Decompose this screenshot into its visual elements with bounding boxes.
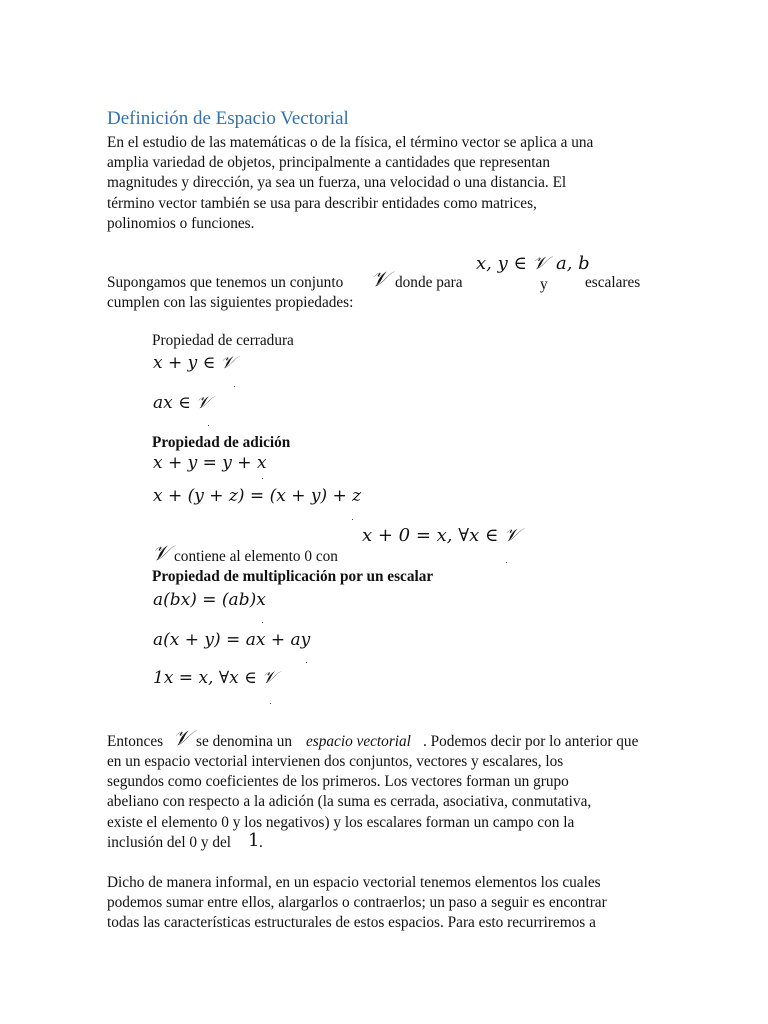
then-set-symbol: 𝒱 <box>173 726 191 750</box>
anchor-dot <box>506 562 507 563</box>
addition-identity: x + 0 = x, ∀x ∈ 𝒱 <box>362 525 520 546</box>
intro-line: magnitudes y dirección, ya sea un fuerza, una velocidad o una distancia. El <box>107 174 567 192</box>
suppose-text-b: donde para <box>395 274 463 291</box>
scalar-formula-associative: a(bx) = (ab)x <box>153 590 266 610</box>
closure-formula-scalar: ax ∈ 𝒱 <box>153 393 211 413</box>
page-title: Definición de Espacio Vectorial <box>107 108 349 129</box>
then-line: segundos como coeficientes de los primeros. Los vectores forman un grupo <box>107 773 569 791</box>
then-line: existe el elemento 0 y los negativos) y los escalares forman un campo con la <box>107 813 575 831</box>
anchor-dot <box>208 425 209 426</box>
then-last-one: 1 <box>248 830 260 851</box>
suppose-text-y: y <box>540 276 548 293</box>
then-line: abeliano con respecto a la adición (la suma es cerrada, asociativa, conmutativa, <box>107 793 592 811</box>
contains-symbol: 𝒱 <box>152 541 170 565</box>
informal-line: Dicho de manera informal, en un espacio vectorial tenemos elementos los cuales <box>107 874 601 891</box>
scalar-formula-distributive: a(x + y) = ax + ay <box>153 630 311 650</box>
then-text-c: . Podemos decir por lo anterior que <box>423 733 639 750</box>
scalar-heading: Propiedad de multiplicación por un escalar <box>152 568 434 585</box>
suppose-text-scalars: escalares <box>585 274 641 291</box>
then-emphasis: espacio vectorial <box>306 733 411 750</box>
then-paragraph <box>107 752 662 833</box>
informal-line: podemos sumar entre ellos, alargarlos o contraerlos; un paso a seguir es encontrar <box>107 894 607 912</box>
anchor-dot <box>270 703 271 704</box>
addition-heading: Propiedad de adición <box>152 434 291 451</box>
anchor-dot <box>306 662 307 663</box>
scalar-formula-identity: 1x = x, ∀x ∈ 𝒱 <box>153 668 277 688</box>
informal-paragraph <box>107 873 662 934</box>
anchor-dot <box>234 386 235 387</box>
formula-ab: a, b <box>556 253 590 274</box>
intro-line: polinomios o funciones. <box>107 214 255 232</box>
suppose-text-a: Supongamos que tenemos un conjunto <box>107 274 344 291</box>
suppose-line-2: cumplen con las siguientes propiedades: <box>107 294 354 311</box>
anchor-dot <box>262 478 263 479</box>
addition-associative: x + (y + z) = (x + y) + z <box>153 486 362 506</box>
intro-paragraph <box>107 133 662 234</box>
set-symbol: 𝒱 <box>371 267 389 291</box>
closure-formula-sum: x + y ∈ 𝒱 <box>153 353 235 373</box>
intro-line: amplia variedad de objetos, principalmente a cantidades que representan <box>107 154 550 172</box>
contains-text: contiene al elemento 0 con <box>174 548 338 565</box>
then-text-a: Entonces <box>107 733 164 750</box>
formula-xy-in-v: x, y ∈ 𝒱 <box>476 253 548 274</box>
then-line: en un espacio vectorial intervienen dos conjuntos, vectores y escalares, los <box>107 753 564 770</box>
intro-line: En el estudio de las matemáticas o de la física, el término vector se aplica a una <box>107 134 594 151</box>
anchor-dot <box>262 622 263 623</box>
intro-line: término vector también se usa para describir entidades como matrices, <box>107 194 537 212</box>
informal-line: todas las características estructurales de estos espacios. Para esto recurriremos a <box>107 914 596 932</box>
then-last-a: inclusión del 0 y del <box>107 834 232 851</box>
closure-heading: Propiedad de cerradura <box>152 332 294 349</box>
then-text-b: se denomina un <box>196 733 293 750</box>
then-last-b: . <box>259 834 263 851</box>
anchor-dot <box>352 519 353 520</box>
addition-commutative: x + y = y + x <box>153 453 267 473</box>
